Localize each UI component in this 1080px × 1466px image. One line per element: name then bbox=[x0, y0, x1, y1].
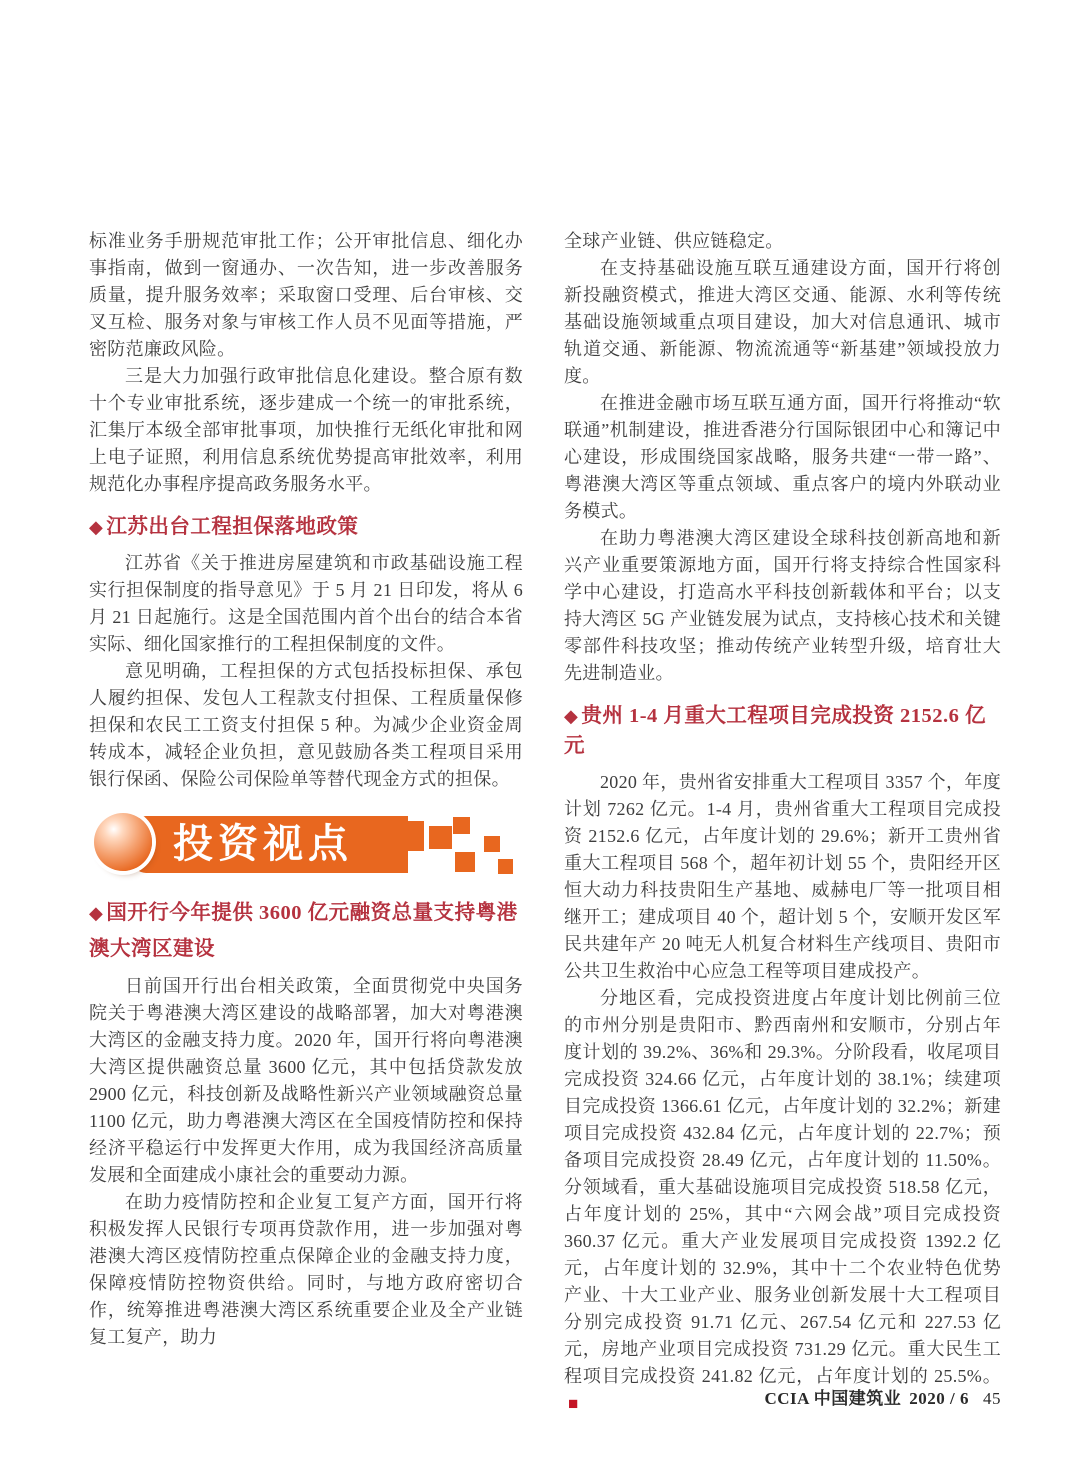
paragraph: 在助力疫情防控和企业复工复产方面，国开行将积极发挥人民银行专项再贷款作用，进一步加强对粤港澳大湾区疫情防控重点保障企业的金融支持力度，保障疫情防控物资供给。同时，与地方政府密切合作，统筹推进粤港澳大湾区系统重要企业及全产业链复工复产，助力 bbox=[89, 1192, 523, 1347]
page-footer bbox=[564, 1384, 1001, 1409]
diamond-icon: ◆ bbox=[89, 903, 104, 923]
paragraph: 三是大力加强行政审批信息化建设。整合原有数十个专业审批系统，逐步建成一个统一的审批系统，汇集厅本级全部审批事项，加快推行无纸化审批和网上电子证照，利用信息系统优势提高审批效率，利用规范化办事程序提高政务服务水平。 bbox=[89, 366, 523, 494]
paragraph: 2020 年，贵州省安排重大工程项目 3357 个，年度计划 7262 亿元。1-4 月，贵州省重大工程项目完成投资 2152.6 亿元，占年度计划的 29.6%；新开工贵州省重大工程项目 568 个，超年初计划 55 个，贵阳经开区恒大动力科技贵阳生产基地、威赫电厂等一批项目相继开工；建成项目 40 个，超计划 5 个，安顺开发区军民共建年产 20 吨无人机复合材料生产线项目、贵阳市公共卫生救治中心应急工程等项目建成投产。 bbox=[564, 772, 1001, 981]
diamond-icon: ◆ bbox=[89, 517, 104, 537]
paragraph: 在推进金融市场互联互通方面，国开行将推动“软联通”机制建设，推进香港分行国际银团中心和簿记中心建设，形成围绕国家战略，服务共建“一带一路”、粤港澳大湾区等重点领域、重点客户的境内外联动业务模式。 bbox=[564, 393, 1001, 521]
paragraph: 在支持基础设施互联互通建设方面，国开行将创新投融资模式，推进大湾区交通、能源、水利等传统基础设施领域重点项目建设，加大对信息通讯、城市轨道交通、新能源、物流流通等“新基建”领域投放力度。 bbox=[564, 258, 1001, 386]
pixel-square-icon bbox=[455, 852, 475, 872]
paragraph: 全球产业链、供应链稳定。 bbox=[564, 231, 784, 251]
diamond-icon: ◆ bbox=[564, 706, 579, 726]
paragraph: 日前国开行出台相关政策，全面贯彻党中央国务院关于粤港澳大湾区建设的战略部署，加大对粤港澳大湾区的金融支持力度。2020 年，国开行将向粤港澳大湾区提供融资总量 3600 亿元，其中包括贷款发放 2900 亿元，科技创新及战略性新兴产业领域融资总量 1100 亿元，助力粤港澳大湾区在全国疫情防控和保持经济平稳运行中发挥更大作用，成为我国经济高质量发展和全面建成小康社会的重要动力源。 bbox=[89, 976, 523, 1185]
banner-step-square bbox=[408, 821, 424, 851]
section-heading-text: 江苏出台工程担保落地政策 bbox=[106, 516, 359, 538]
section-heading-guizhou bbox=[564, 701, 1001, 761]
sphere-icon bbox=[94, 813, 152, 871]
paragraph: 标准业务手册规范审批工作；公开审批信息、细化办事指南，做到一窗通办、一次告知，进一步改善服务质量，提升服务效率；采取窗口受理、后台审核、交叉互检、服务对象与审核工作人员不见面等措施，严密防范廉政风险。 bbox=[89, 231, 523, 359]
paragraph-text: 分地区看，完成投资进度占年度计划比例前三位的市州分别是贵阳市、黔西南州和安顺市，分别占年度计划的 39.2%、36%和 29.3%。分阶段看，收尾项目完成投资 324.66 亿元，占年度计划的 38.1%；续建项目完成投资 1366.61 亿元，占年度计划的 32.2%；新建项目完成投资 432.84 亿元，占年度计划的 22.7%；预备项目完成投资 28.49 亿元，占年度计划的 11.50%。分领域看，重大基础设施项目完成投资 518.58 亿元，占年度计划的 25%，其中“六网会战”项目完成投资 360.37 亿元。重大产业发展项目完成投资 1392.2 亿元，占年度计划的 32.9%，其中十二个农业特色优势产业、十大工业产业、服务业创新发展十大工程项目分别完成投资 91.71 亿元、267.54 亿元和 227.53 亿元，房地产业项目完成投资 731.29 亿元。重大民生工程项目完成投资 241.82 亿元，占年度计划的 25.5%。 bbox=[564, 988, 1001, 1386]
investment-viewpoint-banner bbox=[89, 807, 523, 883]
pixel-square-icon bbox=[453, 817, 470, 834]
pixel-square-icon bbox=[429, 826, 452, 849]
section-heading-text: 贵州 1-4 月重大工程项目完成投资 2152.6 亿元 bbox=[564, 705, 987, 757]
issue-number: 2020 / 6 bbox=[909, 1389, 969, 1408]
section-heading-jiangsu bbox=[89, 512, 523, 542]
section-heading-cdb bbox=[89, 895, 523, 967]
pixel-square-icon bbox=[498, 859, 513, 874]
paragraph: 在助力粤港澳大湾区建设全球科技创新高地和新兴产业重要策源地方面，国开行将支持综合性国家科学中心建设，打造高水平科技创新载体和平台；以支持大湾区 5G 产业链发展为试点，支持核心技术和关键零部件科技攻坚；推动传统产业转型升级，培育壮大先进制造业。 bbox=[564, 528, 1001, 683]
banner-title: 投资视点 bbox=[173, 822, 353, 866]
section-heading-text: 国开行今年提供 3600 亿元融资总量支持粤港澳大湾区建设 bbox=[89, 902, 518, 960]
left-column bbox=[89, 228, 523, 1351]
journal-name: CCIA 中国建筑业 bbox=[764, 1389, 902, 1408]
page-number: 45 bbox=[983, 1389, 1001, 1408]
right-column bbox=[564, 228, 1001, 1417]
pixel-square-icon bbox=[484, 836, 500, 852]
paragraph bbox=[564, 985, 1001, 1417]
paragraph: 江苏省《关于推进房屋建筑和市政基础设施工程实行担保制度的指导意见》于 5 月 21 日印发，将从 6 月 21 日起施行。这是全国范围内首个出台的结合本省实际、细化国家推行的工程担保制度的文件。 bbox=[89, 553, 523, 654]
article-end-mark-icon: ■ bbox=[568, 1394, 579, 1413]
paragraph: 意见明确，工程担保的方式包括投标担保、承包人履约担保、发包人工程款支付担保、工程质量保修担保和农民工工资支付担保 5 种。为减少企业资金周转成本，减轻企业负担，意见鼓励各类工程项目采用银行保函、保险公司保险单等替代现金方式的担保。 bbox=[89, 661, 523, 789]
